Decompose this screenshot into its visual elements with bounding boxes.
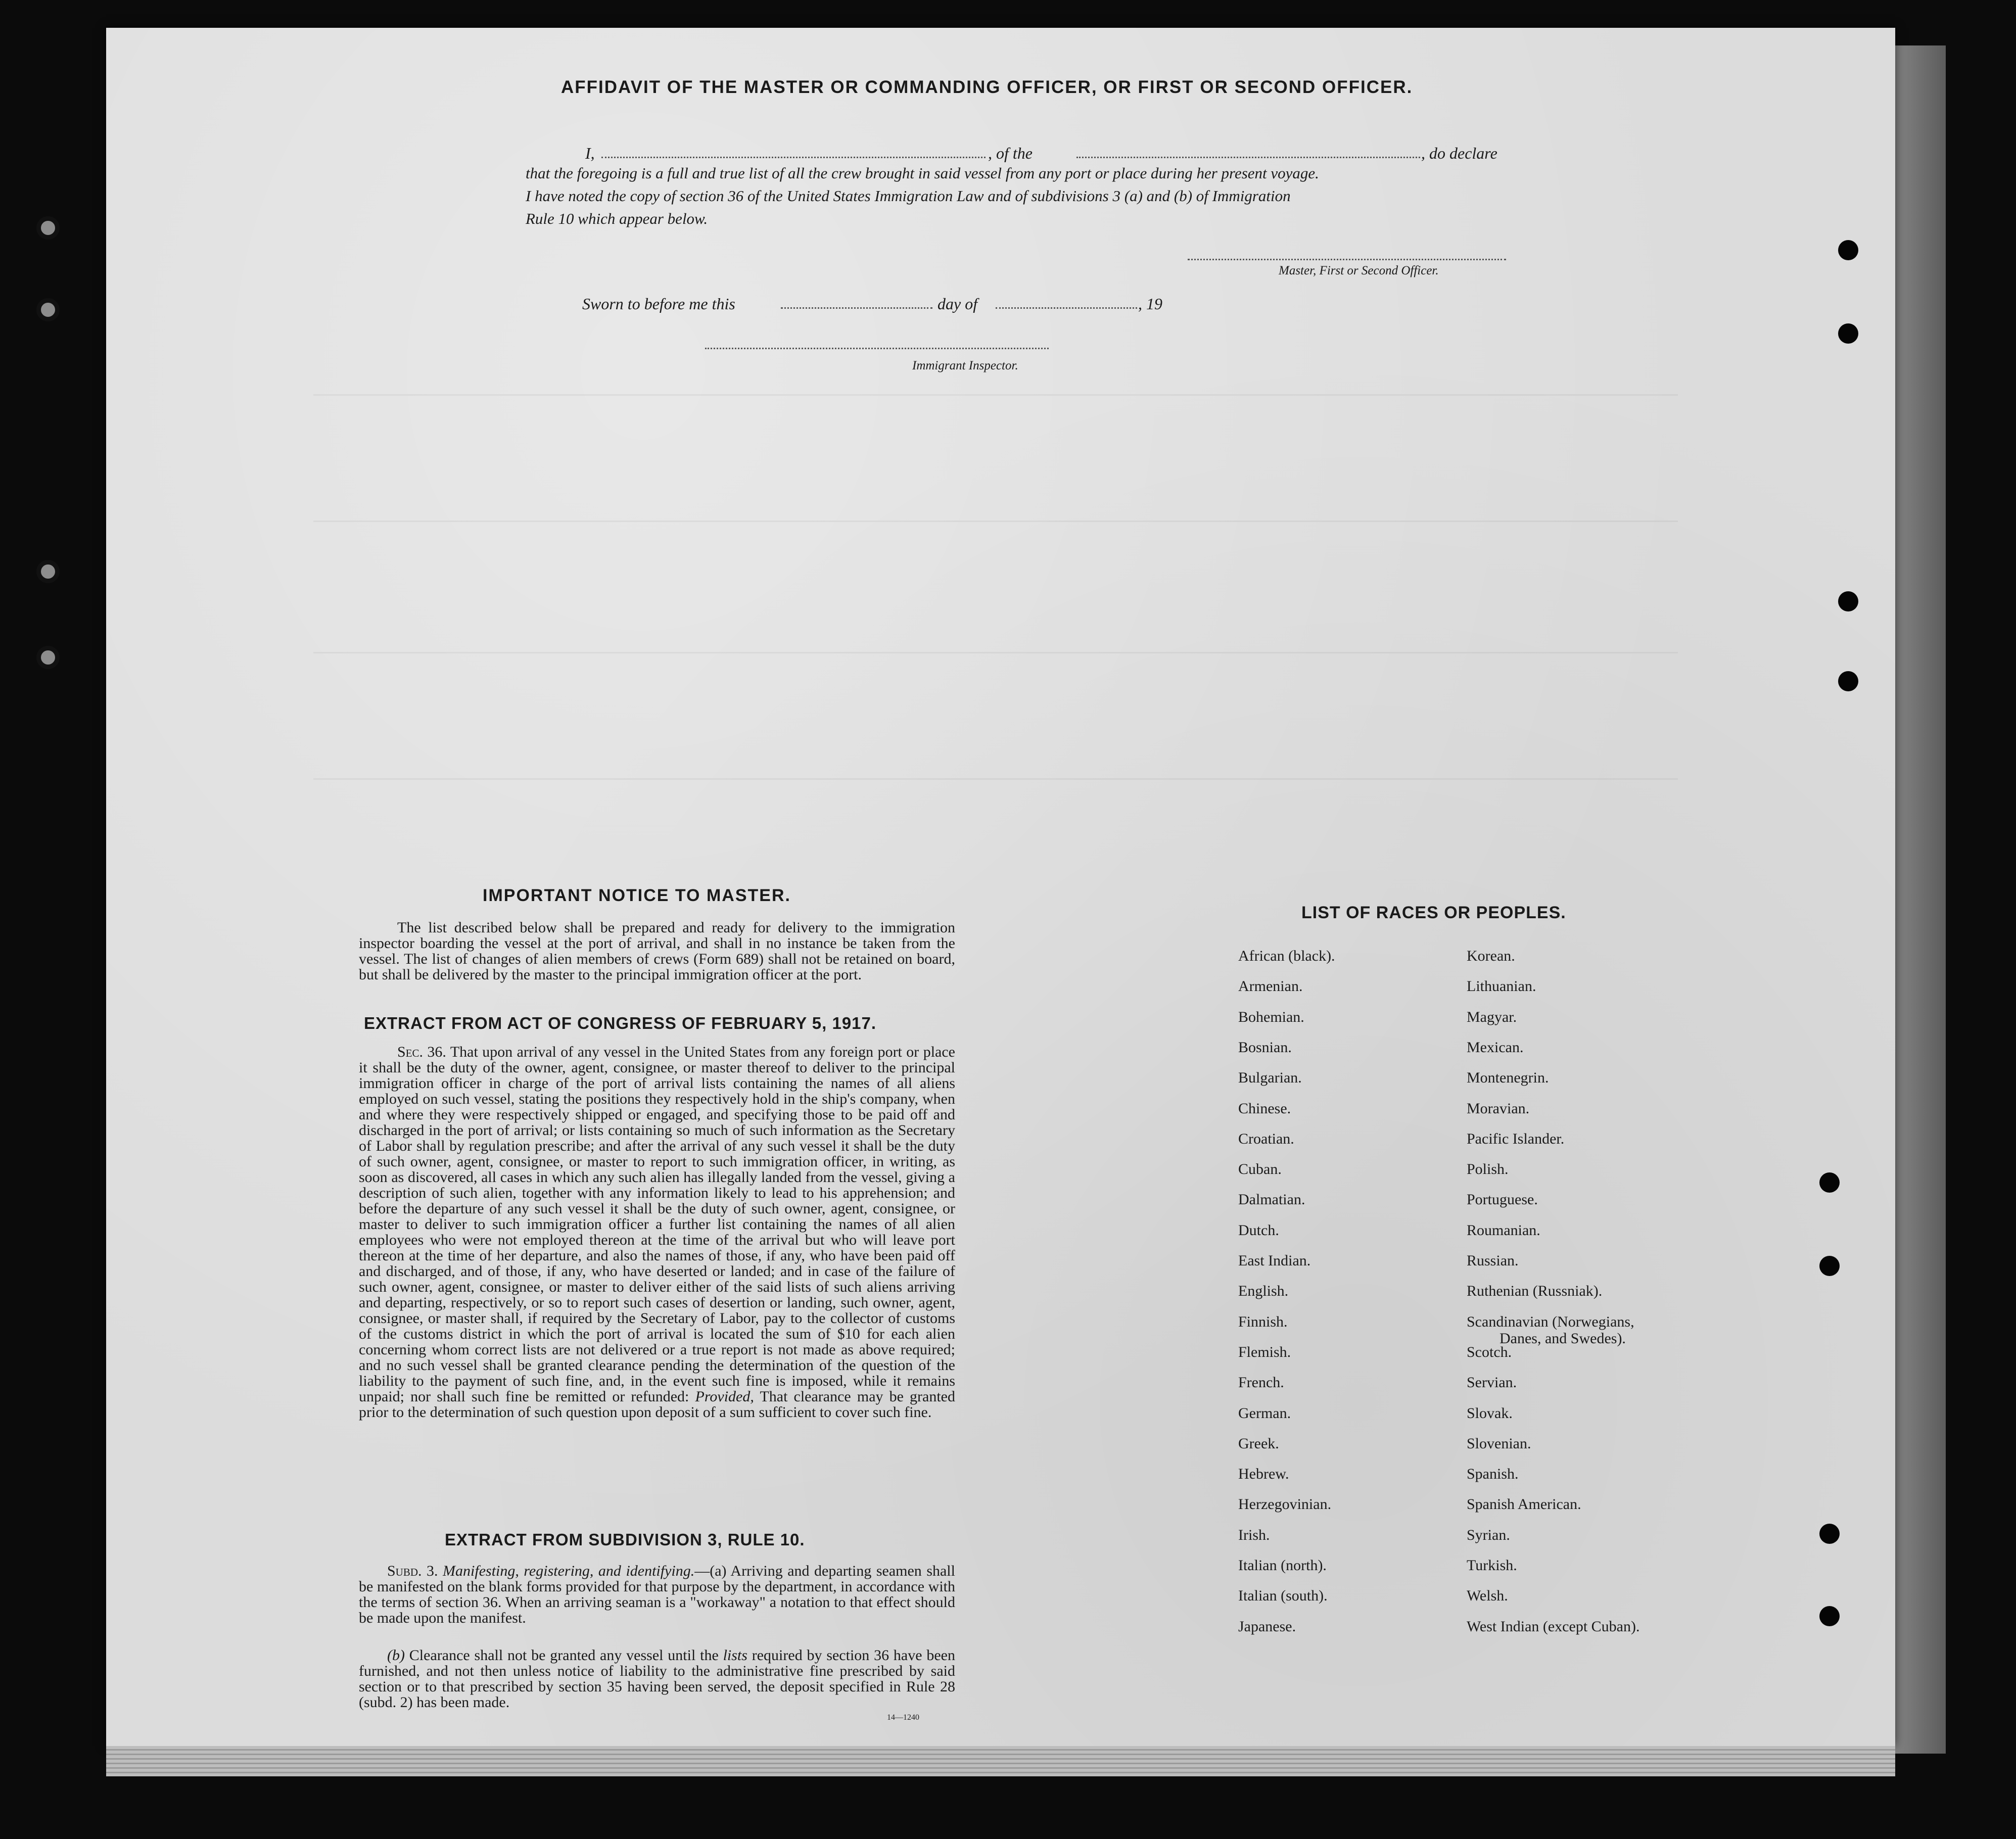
race-item: Turkish. — [1467, 1557, 1517, 1574]
race-item: Polish. — [1467, 1161, 1509, 1178]
subd-label: Subd. 3. — [387, 1563, 438, 1579]
document-page — [106, 28, 1895, 1746]
race-item: Greek. — [1238, 1435, 1279, 1452]
binder-ring-icon — [36, 216, 60, 240]
rule-heading: EXTRACT FROM SUBDIVISION 3, RULE 10. — [445, 1530, 805, 1549]
subd-a-label: —(a) — [694, 1563, 727, 1579]
punch-hole-icon — [1838, 591, 1858, 611]
race-item: Roumanian. — [1467, 1221, 1540, 1239]
race-item: Japanese. — [1238, 1618, 1296, 1635]
subd-b-lists: lists — [723, 1647, 747, 1664]
notice-text: The list described below shall be prepared and ready for delivery to the immigration inspector boarding the vessel at the port of arrival, and shall in no instance be taken from the vessel. The list of changes of alien members of crews (Form 689) shall not be retained on board, but shall be delivered by the master to the principal immigration officer at the port. — [359, 919, 955, 983]
rule-b-text — [359, 1647, 955, 1710]
race-item: Syrian. — [1467, 1526, 1510, 1543]
affidavit-line-3: I have noted the copy of section 36 of the United States Immigration Law and of subdivisions 3 (a) and (b) of Immigration — [526, 187, 1291, 205]
race-item: Montenegrin. — [1467, 1069, 1549, 1087]
subd-a-text: Arriving and departing seamen shall be manifested on the blank forms provided for that purpose by the department, in accordance with the terms of section 36. When an arriving seaman is a "workaway" a notation to that effect should be made upon the manifest. — [359, 1563, 955, 1626]
race-item: Slovak. — [1467, 1404, 1513, 1422]
race-item: Dalmatian. — [1238, 1191, 1305, 1208]
race-item: Hebrew. — [1238, 1466, 1289, 1483]
act-text — [359, 1044, 955, 1420]
race-item: Servian. — [1467, 1374, 1517, 1391]
vessel-blank-line — [1076, 157, 1420, 158]
race-item: Cuban. — [1238, 1161, 1282, 1178]
races-heading: LIST OF RACES OR PEOPLES. — [1301, 903, 1566, 922]
race-item: Chinese. — [1238, 1100, 1291, 1117]
punch-hole-icon — [1838, 671, 1858, 691]
race-item: Dutch. — [1238, 1221, 1279, 1239]
race-item: English. — [1238, 1283, 1289, 1300]
race-item: Armenian. — [1238, 978, 1303, 995]
binder-ring-icon — [36, 298, 60, 321]
race-item: Bohemian. — [1238, 1008, 1304, 1025]
affidavit-of-the: , of the — [988, 144, 1033, 162]
race-item: Ruthenian (Russniak). — [1467, 1283, 1603, 1300]
inspector-signature-line — [705, 348, 1049, 349]
punch-hole-icon — [1819, 1524, 1840, 1544]
subd-b-text-1: Clearance shall not be granted any vessel until the — [409, 1647, 719, 1664]
punch-hole-icon — [1838, 323, 1858, 344]
punch-hole-icon — [1819, 1606, 1840, 1626]
day-of-label: day of — [937, 295, 978, 313]
race-item: Spanish American. — [1467, 1496, 1581, 1513]
affidavit-line-4: Rule 10 which appear below. — [526, 210, 708, 227]
form-number: 14—1240 — [887, 1713, 919, 1722]
race-item: Slovenian. — [1467, 1435, 1531, 1452]
race-item: Magyar. — [1467, 1008, 1517, 1025]
year-label: , 19 — [1138, 295, 1162, 313]
binder-ring-icon — [36, 560, 60, 583]
race-item: East Indian. — [1238, 1252, 1311, 1269]
master-signature-line — [1188, 259, 1506, 260]
race-item: Flemish. — [1238, 1343, 1291, 1360]
affidavit-i: I, — [585, 144, 595, 162]
master-label: Master, First or Second Officer. — [1279, 264, 1439, 277]
race-item: French. — [1238, 1374, 1284, 1391]
race-item: Danes, and Swedes). — [1499, 1330, 1626, 1347]
binder-ring-icon — [36, 646, 60, 669]
affidavit-line-2: that the foregoing is a full and true list of all the crew brought in said vessel from any port or place during her present voyage. — [526, 164, 1319, 182]
race-item: Pacific Islander. — [1467, 1130, 1565, 1147]
race-item: Spanish. — [1467, 1466, 1519, 1483]
race-item: Italian (south). — [1238, 1587, 1328, 1605]
sworn-label: Sworn to before me this — [582, 295, 735, 313]
sworn-day-blank — [781, 307, 932, 309]
rule-a-text — [359, 1563, 955, 1626]
race-item: Bosnian. — [1238, 1039, 1292, 1056]
race-item: Korean. — [1467, 948, 1515, 964]
race-item: Moravian. — [1467, 1100, 1530, 1117]
race-item: African (black). — [1238, 948, 1335, 964]
race-item: Welsh. — [1467, 1587, 1508, 1605]
race-item: Scotch. — [1467, 1343, 1512, 1360]
name-blank-line — [601, 157, 986, 158]
subd-b-text-2: required by section 36 have been furnished, and not then unless notice of liability to the administrative fine prescribed by said section or to that prescribed by section 35 having been served, the deposit specified in Rule 28 (subd. 2) has been made. — [359, 1647, 955, 1711]
race-item: Irish. — [1238, 1526, 1270, 1543]
act-heading: EXTRACT FROM ACT OF CONGRESS OF FEBRUARY 5, 1917. — [364, 1014, 877, 1032]
act-body-end: That clearance may be granted prior to the determination of such question upon deposit of a sum sufficient to cover such fine. — [359, 1388, 955, 1421]
act-body: That upon arrival of any vessel in the United States from any foreign port or place it shall be the duty of the owner, agent, consignee, or master thereof to deliver to the principal immigration officer in charge of the port of arrival lists containing the names of all aliens employed on such vessel, stating the positions they respectively hold in the ship's company, when and where they were respectively shipped or engaged, and specifying those to be paid off and discharged in the port of arrival; or lists containing so much of such information as the Secretary of Labor shall by regulation prescribe; and after the arrival of any such vessel it shall be the duty of such owner, agent, consignee, or master to report to such immigration officer, in writing, as soon as discovered, all cases in which any such alien has illegally landed from the vessel, giving a description of such alien, together with any information likely to lead to his apprehension; and before the departure of any such vessel it shall be the duty of such owner, agent, consignee, or master to deliver to such immigration officer a further list containing the names of all alien employees who were not employed thereon at the time of the arrival but who will leave port thereon at the time of her departure, and also the names of those, if any, who have been paid off and discharged, and of those, if any, who have deserted or landed; and in case of the failure of such owner, agent, consignee, or master to deliver either of the said lists of such aliens arriving and departing, respectively, or so to report such cases of desertion or landing, such owner, agent, consignee, or master shall, if required by the Secretary of Labor, pay to the collector of customs of the customs district in which the port of arrival is located the sum of $10 for each alien concerning whom correct lists are not delivered or a true report is not made as above required; and no such vessel shall be granted clearance pending the determination of the question of the liability to the payment of such fine, and, in the event such fine is imposed, while it remains unpaid; nor shall such fine be remitted or refunded: — [359, 1044, 955, 1405]
subd-b-label: (b) — [387, 1647, 405, 1664]
punch-hole-icon — [1819, 1172, 1840, 1193]
month-blank — [996, 307, 1137, 309]
punch-hole-icon — [1838, 240, 1858, 260]
sec-label: Sec. 36. — [397, 1044, 446, 1060]
race-item: Lithuanian. — [1467, 978, 1536, 995]
affidavit-heading: AFFIDAVIT OF THE MASTER OR COMMANDING OFFICER, OR FIRST OR SECOND OFFICER. — [561, 77, 1413, 97]
race-item: Russian. — [1467, 1252, 1519, 1269]
race-item: Herzegovinian. — [1238, 1496, 1332, 1513]
inspector-label: Immigrant Inspector. — [912, 359, 1018, 372]
race-item: West Indian (except Cuban). — [1467, 1618, 1640, 1635]
race-item: Finnish. — [1238, 1313, 1288, 1330]
race-item: German. — [1238, 1404, 1291, 1422]
notice-heading: IMPORTANT NOTICE TO MASTER. — [483, 886, 791, 905]
race-item: Scandinavian (Norwegians, — [1467, 1313, 1634, 1330]
race-item: Bulgarian. — [1238, 1069, 1302, 1087]
race-item: Mexican. — [1467, 1039, 1524, 1056]
affidavit-do-declare: , do declare — [1421, 144, 1497, 162]
race-item: Croatian. — [1238, 1130, 1294, 1147]
subd-title: Manifesting, registering, and identifying. — [443, 1563, 695, 1579]
race-item: Italian (north). — [1238, 1557, 1327, 1574]
stacked-page-edges — [106, 1746, 1895, 1776]
punch-hole-icon — [1819, 1256, 1840, 1276]
provided-label: Provided, — [695, 1388, 754, 1405]
race-item: Portuguese. — [1467, 1191, 1538, 1208]
